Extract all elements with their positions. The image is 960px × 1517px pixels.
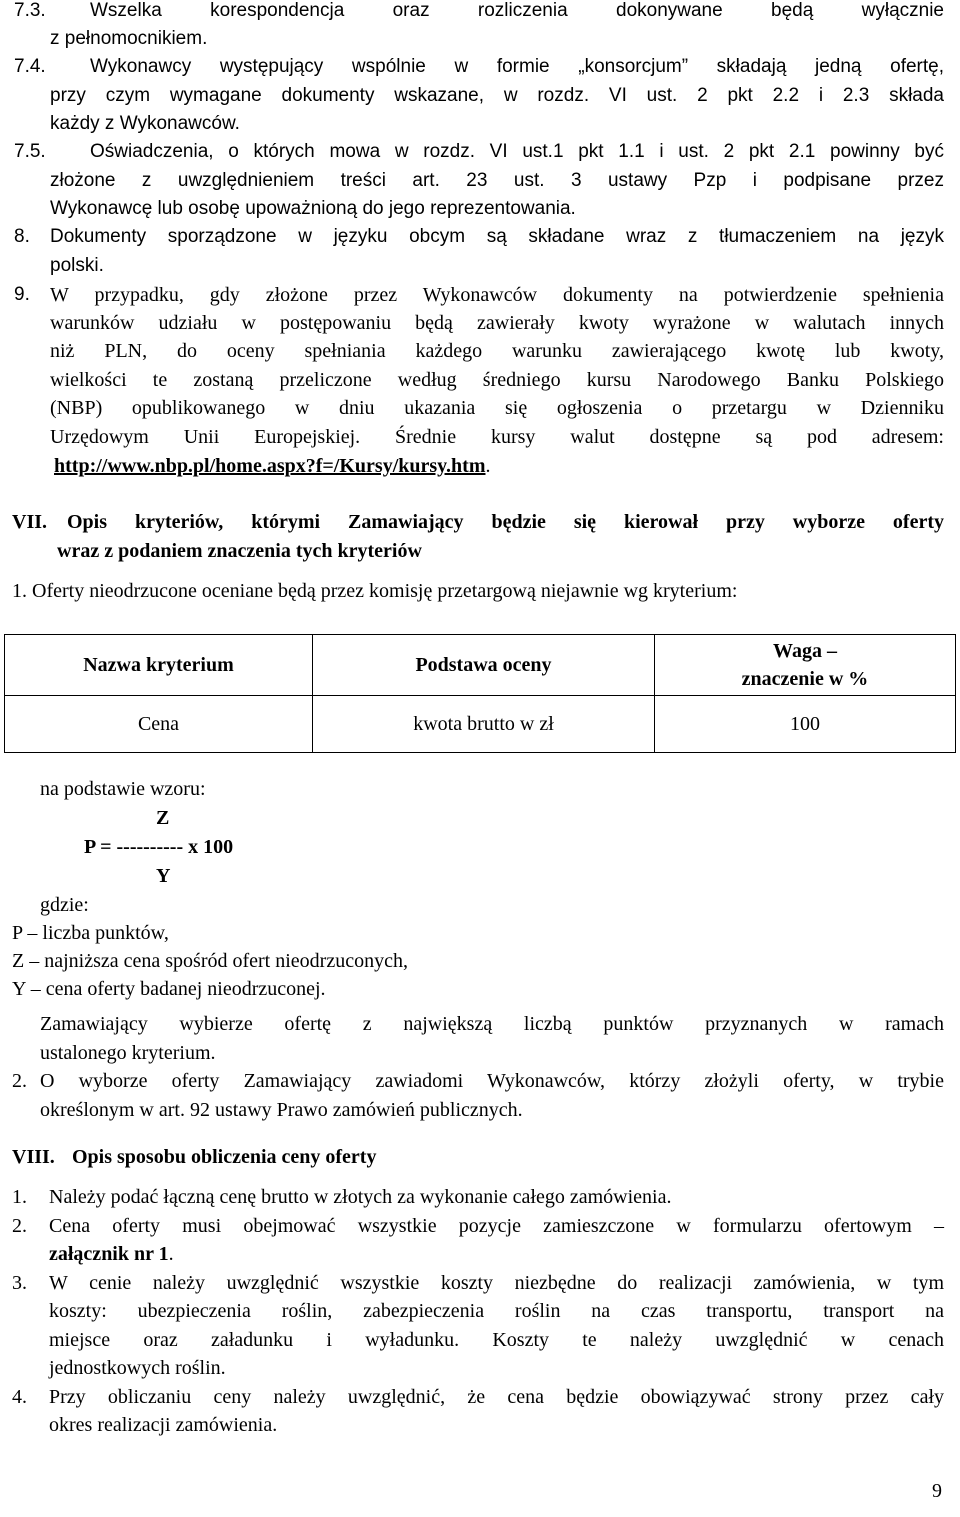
paragraph-text: określonym w art. 92 ustawy Prawo zamówień publicznych. [40, 1099, 523, 1121]
link-end: . [485, 455, 491, 477]
paragraph-text: Urzędowym Unii Europejskiej. Średnie kursy walut dostępne są pod adresem: [50, 426, 944, 448]
list-text: W cenie należy uwzględnić wszystkie koszty niezbędne do realizacji zamówienia, w tym [49, 1272, 944, 1294]
list-text: okres realizacji zamówienia. [49, 1414, 278, 1436]
header-cell: Nazwa kryterium [5, 635, 313, 696]
criteria-table [4, 634, 956, 753]
attachment-end: . [168, 1243, 174, 1265]
formula-def-z: Z – najniższa cena spośród ofert nieodrzuconych, [12, 950, 408, 972]
table-cell: Cena [5, 696, 313, 753]
list-number: 3. [12, 1272, 27, 1294]
paragraph-text: (NBP) opublikowanego w dniu ukazania się ogłoszenia o przetargu w Dzienniku [50, 397, 944, 419]
formula-numerator: Z [156, 807, 170, 829]
paragraph-text: Dokumenty sporządzone w języku obcym są składane wraz z tłumaczeniem na język [50, 226, 944, 247]
paragraph-text: przy czym wymagane dokumenty wskazane, w rozdz. VI ust. 2 pkt 2.2 i 2.3 składa [50, 85, 944, 106]
header-cell [655, 635, 956, 696]
header-weight-line1: Waga – [773, 640, 837, 662]
paragraph-number: 7.4. [14, 56, 46, 77]
paragraph-text: niż PLN, do oceny spełniania każdego warunku zawierającego kwotę lub kwoty, [50, 340, 944, 362]
formula-def-y: Y – cena oferty badanej nieodrzuconej. [12, 978, 326, 1000]
formula-where: gdzie: [40, 894, 89, 916]
table-cell: kwota brutto w zł [313, 696, 655, 753]
section-number: VIII. [12, 1146, 55, 1168]
header-weight-line2: znaczenie w % [741, 668, 869, 690]
list-text: koszty: ubezpieczenia roślin, zabezpieczenia roślin na czas transportu, transport na [49, 1300, 944, 1322]
nbp-link-line [54, 452, 934, 480]
table-row [5, 696, 956, 753]
paragraph-number: 7.5. [14, 141, 46, 162]
list-text: Należy podać łączną cenę brutto w złotych za wykonanie całego zamówienia. [49, 1186, 672, 1208]
paragraph-number: 8. [14, 226, 30, 247]
list-text: Cena oferty musi obejmować wszystkie pozycje zamieszczone w formularzu ofertowym – [49, 1215, 944, 1237]
table-header-row [5, 635, 956, 696]
formula-denominator: Y [156, 865, 171, 887]
section-number: VII. [12, 511, 48, 533]
paragraph-text: polski. [50, 255, 104, 276]
list-text: jednostkowych roślin. [49, 1357, 226, 1379]
paragraph-text: Oświadczenia, o których mowa w rozdz. VI ust.1 pkt 1.1 i ust. 2 pkt 2.1 powinny być [90, 141, 944, 162]
list-text [49, 1240, 549, 1268]
paragraph-text: Wszelka korespondencja oraz rozliczenia dokonywane będą wyłącznie [90, 0, 944, 21]
paragraph-text: Wykonawcy występujący wspólnie w formie „konsorcjum” składają jedną ofertę, [90, 56, 944, 77]
paragraph-number: 2. [12, 1070, 27, 1092]
list-number: 2. [12, 1215, 27, 1237]
paragraph-text: wielkości te zostaną przeliczone według średniego kursu Narodowego Banku Polskiego [50, 369, 944, 391]
section-title-line2: wraz z podaniem znaczenia tych kryteriów [57, 540, 422, 562]
paragraph-text: złożone z uwzględnieniem treści art. 23 ust. 3 ustawy Pzp i podpisane przez [50, 170, 944, 191]
list-number: 1. [12, 1186, 27, 1208]
list-text: miejsce oraz załadunku i wyładunku. Koszty te należy uwzględnić w cenach [49, 1329, 944, 1351]
section-title: Opis sposobu obliczenia ceny oferty [72, 1146, 377, 1168]
formula-def-p: P – liczba punktów, [12, 922, 169, 944]
paragraph-text: O wyborze oferty Zamawiający zawiadomi Wykonawców, którzy złożyli oferty, w trybie [40, 1070, 944, 1092]
paragraph-text: Wykonawcę lub osobę upoważnioną do jego reprezentowania. [50, 198, 576, 219]
paragraph-number: 7.3. [14, 0, 46, 21]
table-cell: 100 [655, 696, 956, 753]
paragraph-text: warunków udziału w postępowaniu będą zawierały kwoty wyrażone w walutach innych [50, 312, 944, 334]
paragraph-number: 9. [14, 284, 30, 305]
list-number: 4. [12, 1386, 27, 1408]
attachment-ref: załącznik nr 1 [49, 1243, 169, 1265]
paragraph-text: W przypadku, gdy złożone przez Wykonawców dokumenty na potwierdzenie spełnienia [50, 284, 944, 306]
nbp-link[interactable]: http://www.nbp.pl/home.aspx?f=/Kursy/kursy.htm [54, 455, 486, 477]
list-text: Przy obliczaniu ceny należy uwzględnić, że cena będzie obowiązywać strony przez cały [49, 1386, 944, 1408]
page-number: 9 [932, 1480, 942, 1502]
section-title: Opis kryteriów, którymi Zamawiający będzie się kierował przy wyborze oferty [67, 511, 944, 533]
formula-intro: na podstawie wzoru: [40, 778, 206, 800]
criteria-intro: 1. Oferty nieodrzucone oceniane będą przez komisję przetargową niejawnie wg kryterium: [12, 580, 738, 602]
formula-equation: P = ---------- x 100 [84, 836, 234, 858]
choose-text-2: ustalonego kryterium. [40, 1042, 216, 1064]
choose-text: Zamawiający wybierze ofertę z największą liczbą punktów przyznanych w ramach [40, 1013, 944, 1035]
paragraph-text: każdy z Wykonawców. [50, 113, 240, 134]
paragraph-text: z pełnomocnikiem. [50, 28, 208, 49]
header-cell: Podstawa oceny [313, 635, 655, 696]
